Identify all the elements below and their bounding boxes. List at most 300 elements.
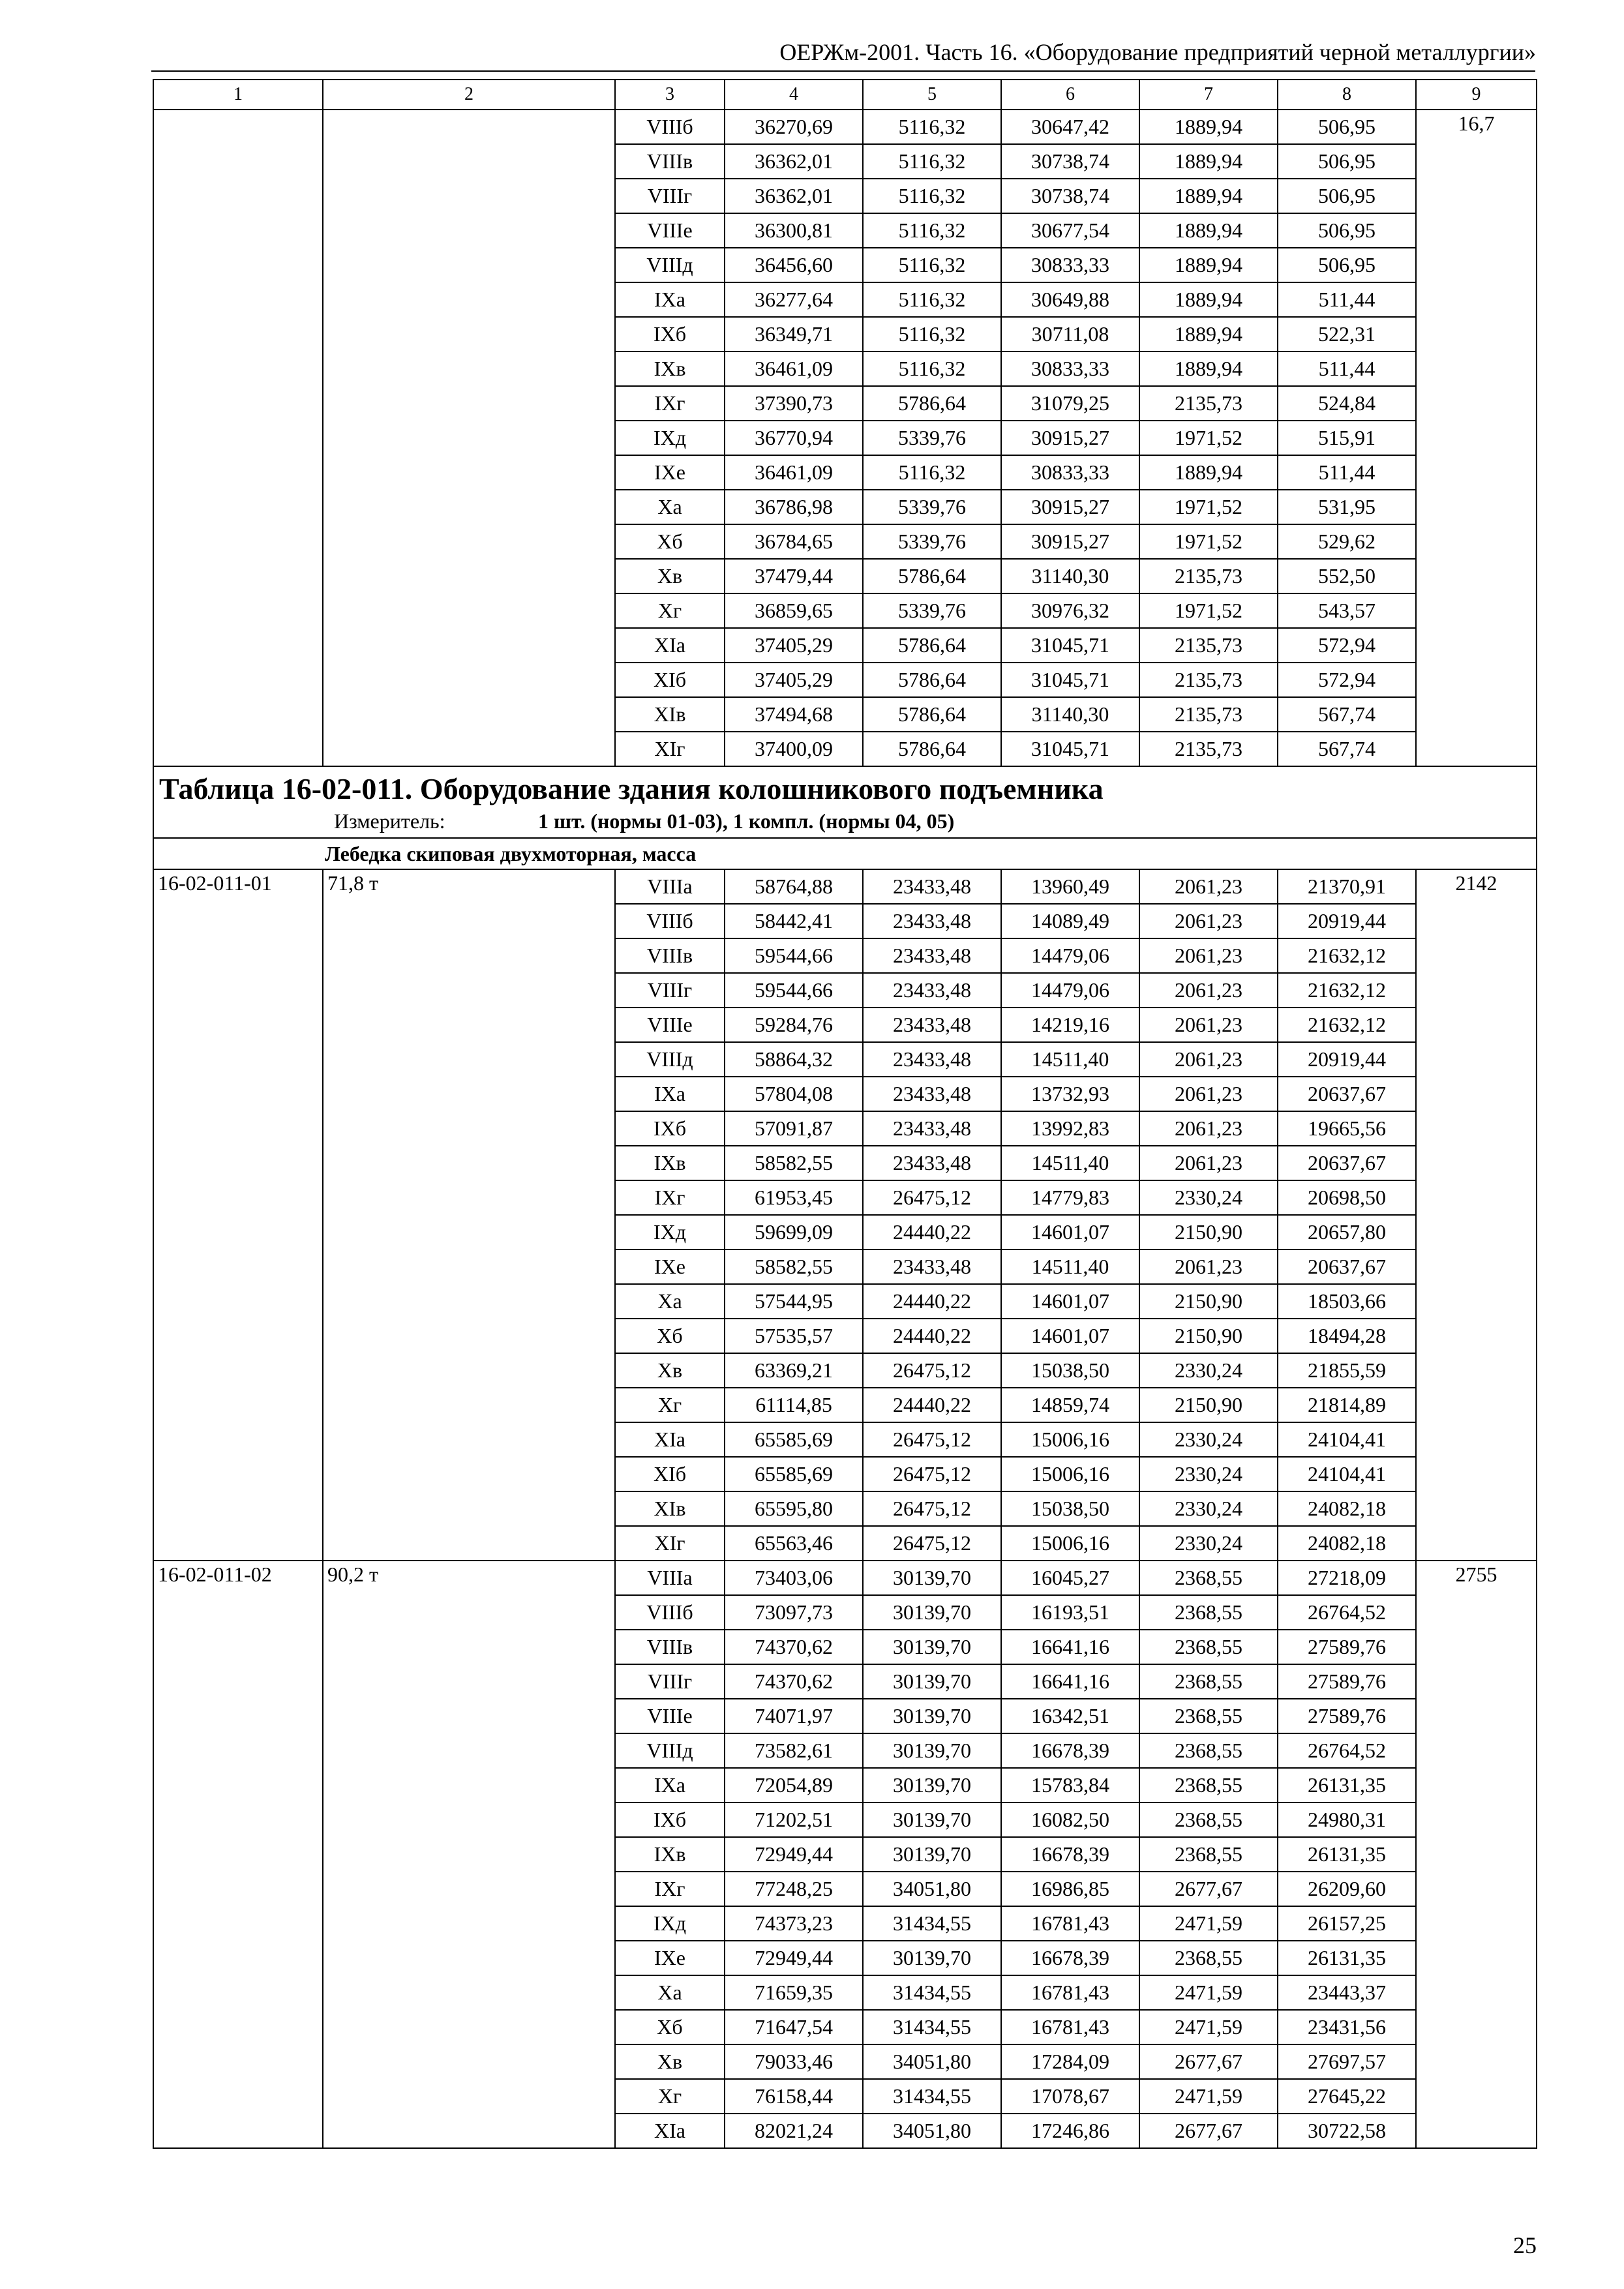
price-cell: 1971,52 — [1139, 593, 1278, 628]
norm-description: 71,8 т — [323, 869, 615, 1561]
zone-cell: VIIIе — [615, 1699, 725, 1733]
price-cell: 2135,73 — [1139, 732, 1278, 766]
header-rule — [151, 70, 1535, 72]
price-cell: 24440,22 — [863, 1388, 1001, 1422]
price-cell: 14511,40 — [1001, 1146, 1139, 1180]
price-cell: 30139,70 — [863, 1664, 1001, 1699]
price-cell: 58582,55 — [725, 1146, 863, 1180]
price-cell: 13960,49 — [1001, 869, 1139, 904]
price-cell: 23443,37 — [1278, 1975, 1416, 2010]
price-cell: 24104,41 — [1278, 1422, 1416, 1457]
column-number: 4 — [725, 80, 863, 110]
price-cell: 511,44 — [1278, 352, 1416, 386]
price-cell: 23433,48 — [863, 1146, 1001, 1180]
price-cell: 59284,76 — [725, 1008, 863, 1042]
price-cell: 76158,44 — [725, 2079, 863, 2114]
price-cell: 30139,70 — [863, 1768, 1001, 1803]
price-cell: 522,31 — [1278, 317, 1416, 352]
price-cell: 2061,23 — [1139, 869, 1278, 904]
price-cell: 34051,80 — [863, 2044, 1001, 2079]
zone-cell: IXд — [615, 1906, 725, 1941]
price-cell: 31434,55 — [863, 2010, 1001, 2044]
price-cell: 572,94 — [1278, 628, 1416, 663]
price-cell: 2061,23 — [1139, 1146, 1278, 1180]
price-cell: 2150,90 — [1139, 1215, 1278, 1249]
price-cell: 23433,48 — [863, 938, 1001, 973]
price-cell: 5786,64 — [863, 386, 1001, 421]
price-cell: 5116,32 — [863, 317, 1001, 352]
price-cell: 2368,55 — [1139, 1941, 1278, 1975]
price-cell: 2135,73 — [1139, 697, 1278, 732]
price-cell: 2061,23 — [1139, 938, 1278, 973]
price-cell: 16193,51 — [1001, 1595, 1139, 1630]
price-cell: 59699,09 — [725, 1215, 863, 1249]
price-cell: 15783,84 — [1001, 1768, 1139, 1803]
zone-cell: Xв — [615, 1353, 725, 1388]
zone-cell: XIа — [615, 2114, 725, 2148]
zone-cell: IXг — [615, 1872, 725, 1906]
price-cell: 21632,12 — [1278, 973, 1416, 1008]
price-cell: 73403,06 — [725, 1561, 863, 1595]
meter-line — [159, 807, 1531, 835]
price-cell: 71659,35 — [725, 1975, 863, 2010]
price-cell: 34051,80 — [863, 1872, 1001, 1906]
column-number: 5 — [863, 80, 1001, 110]
price-cell: 14601,07 — [1001, 1284, 1139, 1319]
price-cell: 5786,64 — [863, 732, 1001, 766]
price-cell: 2061,23 — [1139, 973, 1278, 1008]
price-cell: 31045,71 — [1001, 628, 1139, 663]
price-cell: 31140,30 — [1001, 697, 1139, 732]
norm-code: 16-02-011-01 — [153, 869, 323, 1561]
price-cell: 31079,25 — [1001, 386, 1139, 421]
price-cell: 543,57 — [1278, 593, 1416, 628]
price-cell: 5339,76 — [863, 421, 1001, 455]
norm-code: 16-02-011-02 — [153, 1561, 323, 2148]
price-cell: 57544,95 — [725, 1284, 863, 1319]
price-cell: 26764,52 — [1278, 1733, 1416, 1768]
zone-cell: IXе — [615, 1941, 725, 1975]
price-cell: 36362,01 — [725, 179, 863, 213]
price-cell: 26475,12 — [863, 1491, 1001, 1526]
zone-cell: VIIIг — [615, 973, 725, 1008]
price-cell: 2471,59 — [1139, 2079, 1278, 2114]
price-cell: 515,91 — [1278, 421, 1416, 455]
price-cell: 36784,65 — [725, 524, 863, 559]
price-cell: 15006,16 — [1001, 1526, 1139, 1561]
price-cell: 30722,58 — [1278, 2114, 1416, 2148]
price-cell: 21632,12 — [1278, 938, 1416, 973]
price-cell: 14601,07 — [1001, 1215, 1139, 1249]
price-cell: 5116,32 — [863, 179, 1001, 213]
rates-table — [153, 79, 1537, 2149]
price-cell: 30833,33 — [1001, 455, 1139, 490]
price-cell: 19665,56 — [1278, 1111, 1416, 1146]
price-cell: 24980,31 — [1278, 1803, 1416, 1837]
price-cell: 16781,43 — [1001, 2010, 1139, 2044]
price-cell: 36362,01 — [725, 144, 863, 179]
zone-cell: Xб — [615, 2010, 725, 2044]
price-cell: 1889,94 — [1139, 455, 1278, 490]
price-cell: 2677,67 — [1139, 2114, 1278, 2148]
price-cell: 82021,24 — [725, 2114, 863, 2148]
price-cell: 5339,76 — [863, 593, 1001, 628]
price-cell: 24440,22 — [863, 1215, 1001, 1249]
price-cell: 2330,24 — [1139, 1353, 1278, 1388]
price-cell: 2150,90 — [1139, 1319, 1278, 1353]
price-cell: 5339,76 — [863, 490, 1001, 524]
zone-cell: Xг — [615, 593, 725, 628]
price-cell: 2061,23 — [1139, 1008, 1278, 1042]
price-cell: 2330,24 — [1139, 1491, 1278, 1526]
zone-cell: Xг — [615, 2079, 725, 2114]
column-number: 2 — [323, 80, 615, 110]
price-cell: 2368,55 — [1139, 1561, 1278, 1595]
price-cell: 20698,50 — [1278, 1180, 1416, 1215]
price-cell: 2368,55 — [1139, 1837, 1278, 1872]
column-number: 3 — [615, 80, 725, 110]
price-cell: 511,44 — [1278, 282, 1416, 317]
price-cell: 14859,74 — [1001, 1388, 1139, 1422]
zone-cell: XIв — [615, 1491, 725, 1526]
price-cell: 20657,80 — [1278, 1215, 1416, 1249]
price-cell: 30649,88 — [1001, 282, 1139, 317]
price-cell: 36277,64 — [725, 282, 863, 317]
price-cell: 24440,22 — [863, 1319, 1001, 1353]
price-cell: 27589,76 — [1278, 1699, 1416, 1733]
table-body — [153, 80, 1537, 2148]
price-cell: 2330,24 — [1139, 1457, 1278, 1491]
price-cell: 2061,23 — [1139, 1042, 1278, 1077]
price-cell: 16781,43 — [1001, 1975, 1139, 2010]
price-cell: 58442,41 — [725, 904, 863, 938]
price-cell: 23433,48 — [863, 1077, 1001, 1111]
price-cell: 26475,12 — [863, 1457, 1001, 1491]
zone-cell: IXа — [615, 1768, 725, 1803]
price-cell: 14511,40 — [1001, 1042, 1139, 1077]
price-cell: 79033,46 — [725, 2044, 863, 2079]
price-cell: 65585,69 — [725, 1422, 863, 1457]
meter-label: Измеритель: — [334, 809, 445, 833]
price-cell: 30915,27 — [1001, 421, 1139, 455]
price-cell: 58864,32 — [725, 1042, 863, 1077]
price-cell: 21370,91 — [1278, 869, 1416, 904]
price-cell: 2677,67 — [1139, 1872, 1278, 1906]
zone-cell: Xб — [615, 524, 725, 559]
zone-cell: VIIIг — [615, 179, 725, 213]
price-cell: 20919,44 — [1278, 904, 1416, 938]
price-cell: 2135,73 — [1139, 559, 1278, 593]
price-cell: 21632,12 — [1278, 1008, 1416, 1042]
table-row — [153, 1561, 1537, 1595]
price-cell: 74370,62 — [725, 1664, 863, 1699]
price-cell: 72054,89 — [725, 1768, 863, 1803]
price-cell: 27697,57 — [1278, 2044, 1416, 2079]
price-cell: 36300,81 — [725, 213, 863, 248]
price-cell: 37405,29 — [725, 663, 863, 697]
price-cell: 58764,88 — [725, 869, 863, 904]
price-cell: 2135,73 — [1139, 386, 1278, 421]
price-cell: 2061,23 — [1139, 904, 1278, 938]
price-cell: 27645,22 — [1278, 2079, 1416, 2114]
column-number: 8 — [1278, 80, 1416, 110]
price-cell: 506,95 — [1278, 213, 1416, 248]
price-cell: 23433,48 — [863, 1008, 1001, 1042]
price-cell: 511,44 — [1278, 455, 1416, 490]
price-cell: 27589,76 — [1278, 1630, 1416, 1664]
price-cell: 30738,74 — [1001, 144, 1139, 179]
meter-value: 1 шт. (нормы 01-03), 1 компл. (нормы 04, 05) — [538, 809, 955, 833]
zone-cell: IXб — [615, 1803, 725, 1837]
price-cell: 36461,09 — [725, 455, 863, 490]
price-cell: 36461,09 — [725, 352, 863, 386]
price-cell: 23433,48 — [863, 973, 1001, 1008]
zone-cell: VIIIб — [615, 904, 725, 938]
price-cell: 26157,25 — [1278, 1906, 1416, 1941]
zone-cell: XIа — [615, 1422, 725, 1457]
price-cell: 30833,33 — [1001, 352, 1139, 386]
price-cell: 20637,67 — [1278, 1249, 1416, 1284]
price-cell: 13992,83 — [1001, 1111, 1139, 1146]
price-cell: 30711,08 — [1001, 317, 1139, 352]
price-cell: 63369,21 — [725, 1353, 863, 1388]
price-cell: 15038,50 — [1001, 1353, 1139, 1388]
price-cell: 2330,24 — [1139, 1180, 1278, 1215]
price-cell: 27218,09 — [1278, 1561, 1416, 1595]
price-cell: 30139,70 — [863, 1595, 1001, 1630]
price-cell: 23433,48 — [863, 1111, 1001, 1146]
price-cell: 16678,39 — [1001, 1733, 1139, 1768]
zone-cell: VIIIб — [615, 110, 725, 144]
zone-cell: IXд — [615, 1215, 725, 1249]
price-cell: 26764,52 — [1278, 1595, 1416, 1630]
zone-cell: VIIIд — [615, 1042, 725, 1077]
price-cell: 552,50 — [1278, 559, 1416, 593]
zone-cell: IXб — [615, 317, 725, 352]
price-cell: 23433,48 — [863, 1249, 1001, 1284]
price-cell: 5786,64 — [863, 663, 1001, 697]
price-cell: 23433,48 — [863, 904, 1001, 938]
price-cell: 16082,50 — [1001, 1803, 1139, 1837]
price-cell: 65585,69 — [725, 1457, 863, 1491]
price-cell: 14219,16 — [1001, 1008, 1139, 1042]
price-cell: 36270,69 — [725, 110, 863, 144]
price-cell: 30677,54 — [1001, 213, 1139, 248]
price-cell: 26475,12 — [863, 1353, 1001, 1388]
price-cell: 71647,54 — [725, 2010, 863, 2044]
column-number: 7 — [1139, 80, 1278, 110]
zone-cell: VIIIб — [615, 1595, 725, 1630]
price-cell: 30738,74 — [1001, 179, 1139, 213]
price-cell: 16986,85 — [1001, 1872, 1139, 1906]
price-cell: 34051,80 — [863, 2114, 1001, 2148]
zone-cell: VIIIе — [615, 1008, 725, 1042]
table-row — [153, 869, 1537, 904]
price-cell: 30139,70 — [863, 1699, 1001, 1733]
price-cell: 2368,55 — [1139, 1803, 1278, 1837]
price-cell: 2330,24 — [1139, 1526, 1278, 1561]
price-cell: 17078,67 — [1001, 2079, 1139, 2114]
zone-cell: VIIIв — [615, 1630, 725, 1664]
zone-cell: VIIIд — [615, 248, 725, 282]
price-cell: 16045,27 — [1001, 1561, 1139, 1595]
price-cell: 572,94 — [1278, 663, 1416, 697]
price-cell: 16641,16 — [1001, 1664, 1139, 1699]
labor-cost: 2755 — [1416, 1561, 1537, 2148]
price-cell: 5116,32 — [863, 110, 1001, 144]
price-cell: 36770,94 — [725, 421, 863, 455]
price-cell: 57804,08 — [725, 1077, 863, 1111]
zone-cell: Xв — [615, 559, 725, 593]
zone-cell: Xа — [615, 490, 725, 524]
price-cell: 1889,94 — [1139, 213, 1278, 248]
table-row — [153, 110, 1537, 144]
price-cell: 74373,23 — [725, 1906, 863, 1941]
price-cell: 531,95 — [1278, 490, 1416, 524]
running-header: ОЕРЖм-2001. Часть 16. «Оборудование предприятий черной металлургии» — [779, 39, 1536, 65]
zone-cell: VIIIа — [615, 869, 725, 904]
price-cell: 529,62 — [1278, 524, 1416, 559]
price-cell: 30139,70 — [863, 1941, 1001, 1975]
zone-cell: IXг — [615, 386, 725, 421]
price-cell: 2061,23 — [1139, 1077, 1278, 1111]
zone-cell: IXг — [615, 1180, 725, 1215]
price-cell: 72949,44 — [725, 1941, 863, 1975]
price-cell: 74071,97 — [725, 1699, 863, 1733]
price-cell: 37400,09 — [725, 732, 863, 766]
price-cell: 506,95 — [1278, 248, 1416, 282]
price-cell: 57535,57 — [725, 1319, 863, 1353]
zone-cell: Xг — [615, 1388, 725, 1422]
price-cell: 23431,56 — [1278, 2010, 1416, 2044]
group-title-row — [153, 838, 1537, 869]
price-cell: 31045,71 — [1001, 732, 1139, 766]
price-cell: 524,84 — [1278, 386, 1416, 421]
column-number-row — [153, 80, 1537, 110]
price-cell: 31140,30 — [1001, 559, 1139, 593]
zone-cell: Xа — [615, 1284, 725, 1319]
zone-cell: XIб — [615, 663, 725, 697]
price-cell: 14779,83 — [1001, 1180, 1139, 1215]
table-title-cell — [153, 766, 1537, 838]
price-cell: 1971,52 — [1139, 421, 1278, 455]
price-cell: 5116,32 — [863, 213, 1001, 248]
price-cell: 31434,55 — [863, 2079, 1001, 2114]
price-cell: 72949,44 — [725, 1837, 863, 1872]
price-cell: 37390,73 — [725, 386, 863, 421]
price-cell: 2368,55 — [1139, 1699, 1278, 1733]
price-cell: 2368,55 — [1139, 1595, 1278, 1630]
price-cell: 5116,32 — [863, 352, 1001, 386]
norm-description — [323, 110, 615, 766]
price-cell: 74370,62 — [725, 1630, 863, 1664]
price-cell: 506,95 — [1278, 110, 1416, 144]
price-cell: 2330,24 — [1139, 1422, 1278, 1457]
price-cell: 2061,23 — [1139, 1249, 1278, 1284]
price-cell: 30915,27 — [1001, 524, 1139, 559]
price-cell: 5786,64 — [863, 559, 1001, 593]
price-cell: 37494,68 — [725, 697, 863, 732]
price-cell: 37405,29 — [725, 628, 863, 663]
price-cell: 5116,32 — [863, 144, 1001, 179]
price-cell: 65563,46 — [725, 1526, 863, 1561]
zone-cell: IXа — [615, 282, 725, 317]
price-cell: 30139,70 — [863, 1837, 1001, 1872]
zone-cell: VIIIа — [615, 1561, 725, 1595]
price-cell: 26475,12 — [863, 1526, 1001, 1561]
price-cell: 24082,18 — [1278, 1491, 1416, 1526]
price-cell: 26475,12 — [863, 1180, 1001, 1215]
price-cell: 2471,59 — [1139, 2010, 1278, 2044]
price-cell: 567,74 — [1278, 732, 1416, 766]
price-cell: 26475,12 — [863, 1422, 1001, 1457]
price-cell: 506,95 — [1278, 144, 1416, 179]
price-cell: 26131,35 — [1278, 1837, 1416, 1872]
price-cell: 59544,66 — [725, 938, 863, 973]
price-cell: 20919,44 — [1278, 1042, 1416, 1077]
price-cell: 5339,76 — [863, 524, 1001, 559]
price-cell: 20637,67 — [1278, 1146, 1416, 1180]
price-cell: 1889,94 — [1139, 144, 1278, 179]
price-cell: 15006,16 — [1001, 1422, 1139, 1457]
price-cell: 30647,42 — [1001, 110, 1139, 144]
price-cell: 14089,49 — [1001, 904, 1139, 938]
zone-cell: XIб — [615, 1457, 725, 1491]
price-cell: 31434,55 — [863, 1975, 1001, 2010]
price-cell: 2368,55 — [1139, 1630, 1278, 1664]
price-cell: 1889,94 — [1139, 352, 1278, 386]
price-cell: 17246,86 — [1001, 2114, 1139, 2148]
price-cell: 30139,70 — [863, 1561, 1001, 1595]
price-cell: 30139,70 — [863, 1630, 1001, 1664]
price-cell: 30139,70 — [863, 1733, 1001, 1768]
price-cell: 27589,76 — [1278, 1664, 1416, 1699]
table-title: Таблица 16-02-011. Оборудование здания колошникового подъемника — [159, 772, 1104, 805]
price-cell: 14479,06 — [1001, 973, 1139, 1008]
price-cell: 21814,89 — [1278, 1388, 1416, 1422]
price-cell: 2368,55 — [1139, 1733, 1278, 1768]
price-cell: 2368,55 — [1139, 1664, 1278, 1699]
zone-cell: Xа — [615, 1975, 725, 2010]
price-cell: 2150,90 — [1139, 1284, 1278, 1319]
zone-cell: IXа — [615, 1077, 725, 1111]
price-cell: 1889,94 — [1139, 248, 1278, 282]
price-cell: 21855,59 — [1278, 1353, 1416, 1388]
price-cell: 1971,52 — [1139, 490, 1278, 524]
zone-cell: Xб — [615, 1319, 725, 1353]
zone-cell: XIа — [615, 628, 725, 663]
price-cell: 1889,94 — [1139, 282, 1278, 317]
labor-cost: 2142 — [1416, 869, 1537, 1561]
price-cell: 5786,64 — [863, 697, 1001, 732]
price-cell: 71202,51 — [725, 1803, 863, 1837]
price-cell: 36786,98 — [725, 490, 863, 524]
price-cell: 20637,67 — [1278, 1077, 1416, 1111]
price-cell: 31434,55 — [863, 1906, 1001, 1941]
zone-cell: XIг — [615, 732, 725, 766]
norm-code — [153, 110, 323, 766]
zone-cell: IXд — [615, 421, 725, 455]
price-cell: 1889,94 — [1139, 179, 1278, 213]
zone-cell: VIIIг — [615, 1664, 725, 1699]
price-cell: 567,74 — [1278, 697, 1416, 732]
price-cell: 16781,43 — [1001, 1906, 1139, 1941]
price-cell: 15006,16 — [1001, 1457, 1139, 1491]
price-cell: 1971,52 — [1139, 524, 1278, 559]
price-cell: 14601,07 — [1001, 1319, 1139, 1353]
price-cell: 2135,73 — [1139, 628, 1278, 663]
price-cell: 18494,28 — [1278, 1319, 1416, 1353]
